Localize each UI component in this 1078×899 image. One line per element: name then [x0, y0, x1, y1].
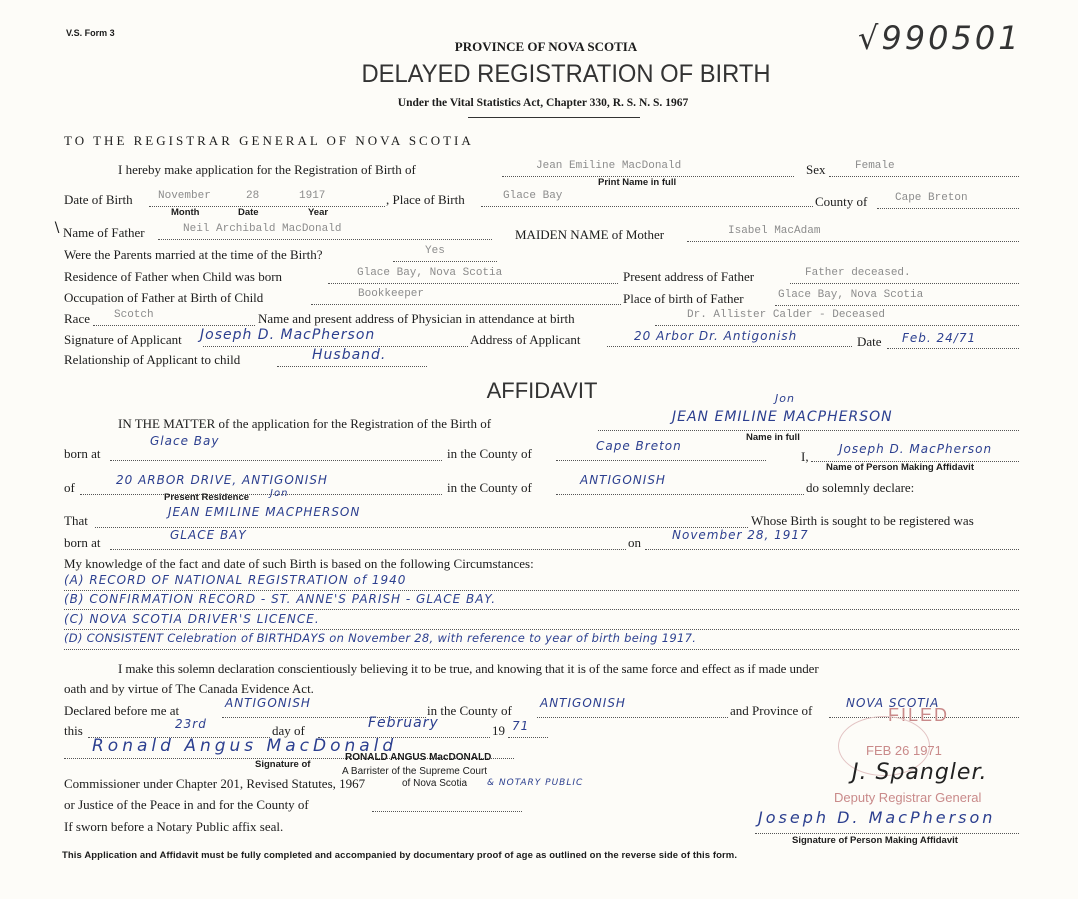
year-prefix: 19 [492, 723, 505, 738]
relation-value: Husband. [312, 347, 387, 363]
sex-line [829, 176, 1019, 177]
title-rule [468, 117, 640, 118]
circ-line-4 [64, 649, 1019, 650]
whose-label: Whose Birth is sought to be registered was [751, 513, 974, 528]
circumstance-3: (C) NOVA SCOTIA DRIVER'S LICENCE. [64, 612, 320, 626]
year-value: 71 [512, 719, 530, 733]
county-line [877, 208, 1019, 209]
present-father-label: Present address of Father [623, 269, 755, 284]
race-line [93, 325, 255, 326]
place-line [481, 206, 813, 207]
res-father-value: Glace Bay, Nova Scotia [357, 267, 503, 279]
sig-label: Signature of Applicant [64, 332, 182, 347]
born-at2-label: born at [64, 535, 101, 550]
year-line [508, 737, 548, 738]
commissioner-label: Commissioner under Chapter 201, Revised Statutes, 1967 [64, 776, 366, 791]
of-label: of [64, 480, 75, 495]
on-line [645, 549, 1019, 550]
stamp-name: RONALD ANGUS MacDONALD [345, 752, 492, 763]
of-county-line [556, 494, 804, 495]
res-father-line [328, 283, 618, 284]
county-value: Cape Breton [895, 192, 968, 204]
born-at-line [110, 460, 442, 461]
decl-county-line [537, 717, 728, 718]
county-label: County of [815, 194, 868, 209]
notary-seal-label: If sworn before a Notary Public affix seal. [64, 819, 284, 834]
matter-line [598, 430, 1019, 431]
declared-label: Declared before me at [64, 703, 180, 718]
correction-mark-1: Jon [775, 392, 795, 405]
born-at2-line [110, 549, 626, 550]
birthplace-father-value: Glace Bay, Nova Scotia [778, 289, 924, 301]
deputy-registrar-label: Deputy Registrar General [834, 790, 982, 805]
decl-county-label: in the County of [427, 703, 512, 718]
province-value: NOVA SCOTIA [846, 696, 940, 710]
month-value: February [368, 715, 439, 731]
circumstance-4: (D) CONSISTENT Celebration of BIRTHDAYS on November 28, with reference to year of birth being 1917. [64, 631, 697, 645]
married-line [393, 261, 497, 262]
province-heading: PROVINCE OF NOVA SCOTIA [454, 39, 638, 54]
place-value: Glace Bay [503, 190, 563, 202]
affidavit-heading: AFFIDAVIT [486, 378, 598, 403]
justice-line [372, 811, 522, 812]
on-label: on [628, 535, 641, 550]
occ-line [311, 304, 621, 305]
filed-date-stamp: FEB 26 1971 [866, 743, 942, 758]
physician-label: Name and present address of Physician in attendance at birth [258, 311, 575, 326]
registration-number: √990501 [858, 19, 1022, 57]
circumstance-1: (A) RECORD OF NATIONAL REGISTRATION of 1940 [64, 573, 407, 587]
form-title: DELAYED REGISTRATION OF BIRTH [361, 60, 771, 88]
date-label: Date [857, 334, 882, 349]
occ-value: Bookkeeper [358, 288, 425, 300]
father-value: Neil Archibald MacDonald [183, 223, 342, 235]
decl-county-value: ANTIGONISH [540, 696, 626, 710]
applicant-address: 20 Arbor Dr. Antigonish [634, 329, 798, 343]
of-county-value: ANTIGONISH [580, 473, 666, 487]
mother-line [687, 241, 1019, 242]
affiant-value: Joseph D. MacPherson [839, 442, 993, 456]
circ-line-2 [64, 609, 1019, 610]
occ-label: Occupation of Father at Birth of Child [64, 290, 264, 305]
of-line [80, 494, 442, 495]
in-county-value: Cape Breton [596, 439, 682, 453]
that-value: JEAN EMILINE MACPHERSON [168, 505, 361, 519]
in-county-label: in the County of [447, 446, 532, 461]
child-name-value: Jean Emiline MacDonald [536, 160, 682, 172]
born-at2-value: GLACE BAY [170, 528, 247, 542]
filed-stamp: FILED [888, 705, 950, 725]
name-in-full-sub: Name in full [746, 432, 800, 443]
deputy-signature: J. Spangler. [852, 760, 988, 785]
physician-value: Dr. Allister Calder - Deceased [687, 309, 886, 321]
sex-label: Sex [806, 162, 826, 177]
married-value: Yes [425, 245, 445, 257]
father-line [158, 239, 492, 240]
justice-label: or Justice of the Peace in and for the County of [64, 797, 309, 812]
dob-label: Date of Birth [64, 192, 133, 207]
date-sub: Date [238, 207, 259, 218]
dob-month-value: November [158, 190, 211, 202]
solemn-line-1: I make this solemn declaration conscientiously believing it to be true, and knowing that it is of the same force and effect as if made under [118, 661, 819, 676]
affiant-sig-sub: Signature of Person Making Affidavit [792, 835, 958, 846]
birthplace-father-label: Place of birth of Father [623, 291, 744, 306]
year-sub: Year [308, 207, 329, 218]
addr-line [607, 346, 852, 347]
race-label: Race [64, 311, 90, 326]
birthplace-father-line [775, 305, 1019, 306]
circ-line-3 [64, 629, 1019, 630]
stamp-line-2: of Nova Scotia [402, 778, 468, 789]
form-subtitle: Under the Vital Statistics Act, Chapter 330, R. S. N. S. 1967 [397, 95, 689, 109]
affiant-signature: Joseph D. MacPherson [758, 808, 996, 827]
of-county-label: in the County of [447, 480, 532, 495]
day-value: 23rd [175, 717, 207, 731]
residence-sub: Present Residence [164, 492, 250, 503]
res-father-label: Residence of Father when Child was born [64, 269, 283, 284]
declare-label: do solemnly declare: [806, 480, 915, 495]
affiant-sub: Name of Person Making Affidavit [826, 462, 974, 473]
present-father-value: Father deceased. [805, 267, 911, 279]
relation-line [277, 366, 427, 367]
born-at-value: Glace Bay [150, 434, 220, 448]
relation-label: Relationship of Applicant to child [64, 352, 241, 367]
on-value: November 28, 1917 [672, 528, 809, 542]
mother-value: Isabel MacAdam [728, 225, 821, 237]
physician-line [655, 325, 1019, 326]
commissioner-signature: Ronald Angus MacDonald [92, 736, 398, 756]
name-sub: Print Name in full [598, 177, 677, 188]
form-number: V.S. Form 3 [66, 28, 115, 38]
stamp-line-1: A Barrister of the Supreme Court [342, 766, 488, 777]
dob-date-value: 28 [246, 190, 260, 202]
application-date: Feb. 24/71 [902, 331, 977, 345]
day-of-label: day of [272, 723, 305, 738]
footer-note: This Application and Affidavit must be fully completed and accompanied by documentary proof of age as outlined on the reverse side of this form. [62, 850, 738, 861]
mother-label: MAIDEN NAME of Mother [515, 227, 665, 242]
solemn-line-2: oath and by virtue of The Canada Evidence Act. [64, 681, 314, 696]
dob-year-value: 1917 [299, 190, 326, 202]
intro-label: I hereby make application for the Registration of Birth of [118, 162, 416, 177]
signature-of-sub: Signature of [255, 759, 311, 770]
sex-value: Female [855, 160, 895, 172]
applicant-signature: Joseph D. MacPherson [200, 327, 376, 343]
date-line [887, 348, 1019, 349]
married-label: Were the Parents married at the time of the Birth? [64, 247, 323, 262]
correction-mark-2: Jon [270, 488, 289, 499]
this-label: this [64, 723, 83, 738]
province-label: and Province of [730, 703, 813, 718]
notary-note: & NOTARY PUBLIC [487, 778, 584, 788]
matter-value: JEAN EMILINE MACPHERSON [672, 409, 893, 425]
circumstance-2: (B) CONFIRMATION RECORD - ST. ANNE'S PARISH - GLACE BAY. [64, 592, 497, 606]
knowledge-label: My knowledge of the fact and date of such Birth is based on the following Circumstances: [64, 556, 534, 571]
born-at-label: born at [64, 446, 101, 461]
affiant-sig-line [755, 833, 1019, 834]
race-value: Scotch [114, 309, 154, 321]
declared-value: ANTIGONISH [225, 696, 311, 710]
present-father-line [790, 283, 1019, 284]
of-value: 20 ARBOR DRIVE, ANTIGONISH [116, 473, 328, 487]
matter-label: IN THE MATTER of the application for the Registration of the Birth of [118, 416, 492, 431]
month-sub: Month [171, 207, 200, 218]
in-county-line [556, 460, 766, 461]
circ-line-1 [64, 590, 1019, 591]
father-tick: ∖ [52, 221, 61, 236]
addr-label: Address of Applicant [470, 332, 581, 347]
father-label: Name of Father [63, 225, 145, 240]
place-label: , Place of Birth [386, 192, 465, 207]
i-label: I, [801, 449, 809, 464]
to-registrar-line: TO THE REGISTRAR GENERAL OF NOVA SCOTIA [64, 133, 474, 148]
that-label: That [64, 513, 88, 528]
